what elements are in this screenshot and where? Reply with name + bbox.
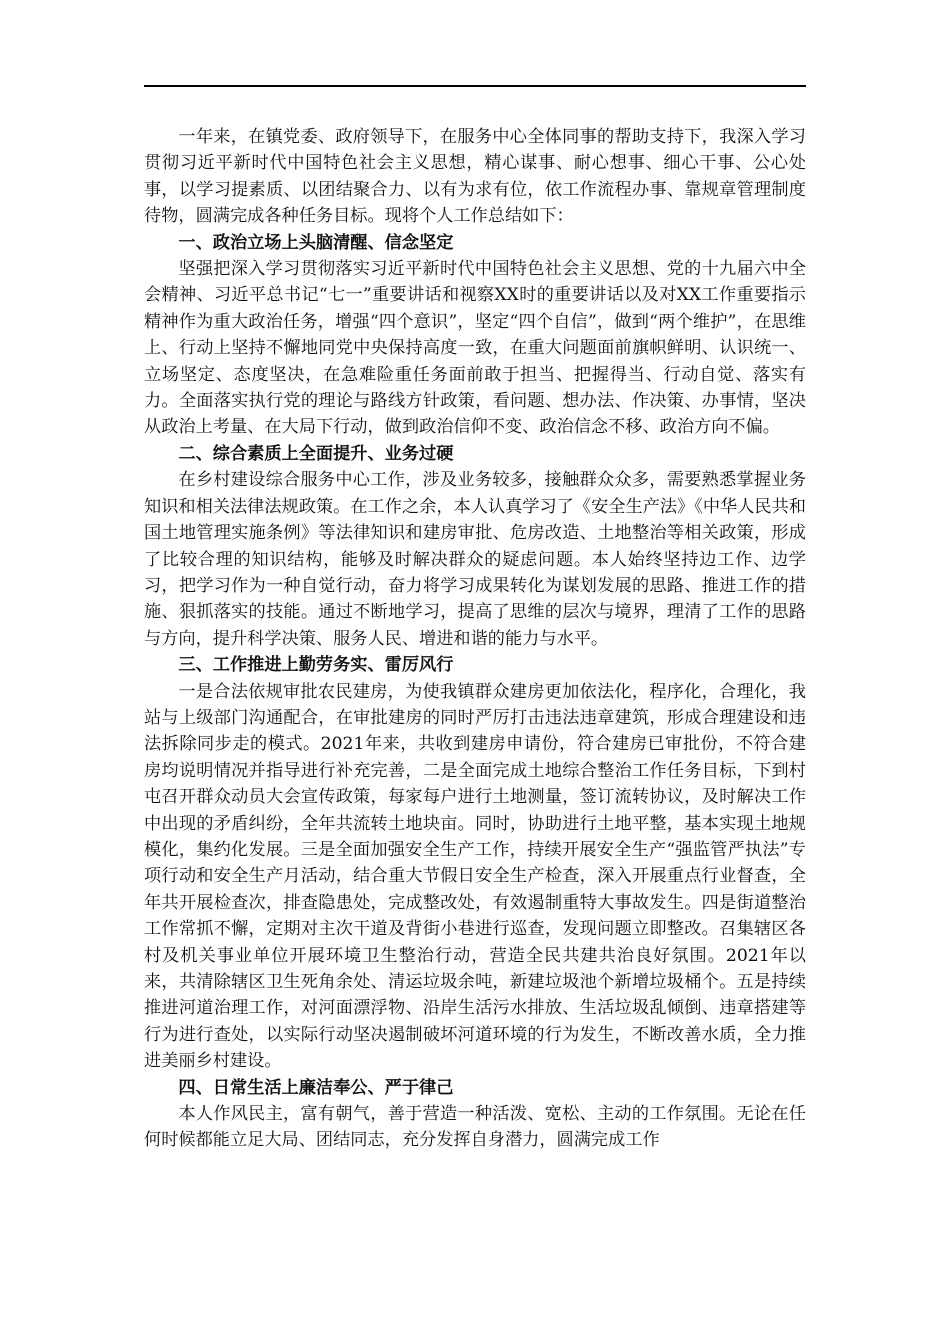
section-heading-2: 二、综合素质上全面提升、业务过硬 [178, 443, 454, 464]
section-heading-1: 一、政治立场上头脑清醒、信念坚定 [178, 232, 454, 253]
section-heading-3: 三、工作推进上勤劳务实、雷厉风行 [178, 655, 454, 676]
header-rule [144, 85, 806, 87]
section-paragraph-4: 本人作风民主，富有朝气，善于营造一种活泼、宽松、主动的工作氛围。无论在任何时候都能立足大局、团结同志，充分发挥自身潜力，圆满完成工作 [144, 1104, 806, 1151]
section-paragraph-3: 一是合法依规审批农民建房，为使我镇群众建房更加依法化，程序化，合理化，我站与上级部门沟通配合，在审批建房的同时严厉打击违法违章建筑，形成合理建设和违法拆除同步走的模式。2021年来，共收到建房申请份，符合建房已审批份，不符合建房均说明情况并指导进行补充完善，二是全面完成土地综合整治工作任务目标，下到村屯召开群众动员大会宣传政策，每家每户进行土地测量，签订流转协议，及时解决工作中出现的矛盾纠纷，全年共流转土地块亩。同时，协助进行土地平整，基本实现土地规模化，集约化发展。三是全面加强安全生产工作，持续开展安全生产“强监管严执法”专项行动和安全生产月活动，结合重大节假日安全生产检查，深入开展重点行业督查，全年共开展检查次，排查隐患处，完成整改处，有效遏制重特大事故发生。四是街道整治工作常抓不懈，定期对主次干道及背街小巷进行巡查，发现问题立即整改。召集辖区各村及机关事业单位开展环境卫生整治行动，营造全民共建共治良好氛围。2021年以来，共清除辖区卫生死角余处、清运垃圾余吨，新建垃圾池个新增垃圾桶个。五是持续推进河道治理工作，对河面漂浮物、沿岸生活污水排放、生活垃圾乱倾倒、违章搭建等行为进行查处，以实际行动坚决遏制破坏河道环境的行为发生，不断改善水质，全力推进美丽乡村建设。 [144, 681, 806, 1072]
section-heading-4: 四、日常生活上廉洁奉公、严于律己 [178, 1077, 454, 1098]
section-paragraph-1: 坚强把深入学习贯彻落实习近平新时代中国特色社会主义思想、党的十九届六中全会精神、习近平总书记“七一”重要讲话和视察XX时的重要讲话以及对XX工作重要指示精神作为重大政治任务，增强“四个意识”，坚定“四个自信”，做到“两个维护”，在思维上、行动上坚持不懈地同党中央保持高度一致，在重大问题面前旗帜鲜明、认识统一、立场坚定、态度坚决，在急难险重任务面前敢于担当、把握得当、行动自觉、落实有力。全面落实执行党的理论与路线方针政策，看问题、想办法、作决策、办事情，坚决从政治上考量、在大局下行动，做到政治信仰不变、政治信念不移、政治方向不偏。 [144, 259, 806, 438]
intro-paragraph: 一年来，在镇党委、政府领导下，在服务中心全体同事的帮助支持下，我深入学习贯彻习近平新时代中国特色社会主义思想，精心谋事、耐心想事、细心干事、公心处事，以学习提素质、以团结聚合力、以有为求有位，依工作流程办事、靠规章管理制度待物，圆满完成各种任务目标。现将个人工作总结如下： [144, 127, 806, 227]
section-paragraph-2: 在乡村建设综合服务中心工作，涉及业务较多，接触群众众多，需要熟悉掌握业务知识和相关法律法规政策。在工作之余，本人认真学习了《安全生产法》《中华人民共和国土地管理实施条例》等法律知识和建房审批、危房改造、土地整治等相关政策，形成了比较合理的知识结构，能够及时解决群众的疑虑问题。本人始终坚持边工作、边学习，把学习作为一种自觉行动，奋力将学习成果转化为谋划发展的思路、推进工作的措施、狠抓落实的技能。通过不断地学习，提高了思维的层次与境界，理清了工作的思路与方向，提升科学决策、服务人民、增进和谐的能力与水平。 [144, 470, 806, 649]
document-body [144, 124, 806, 1154]
